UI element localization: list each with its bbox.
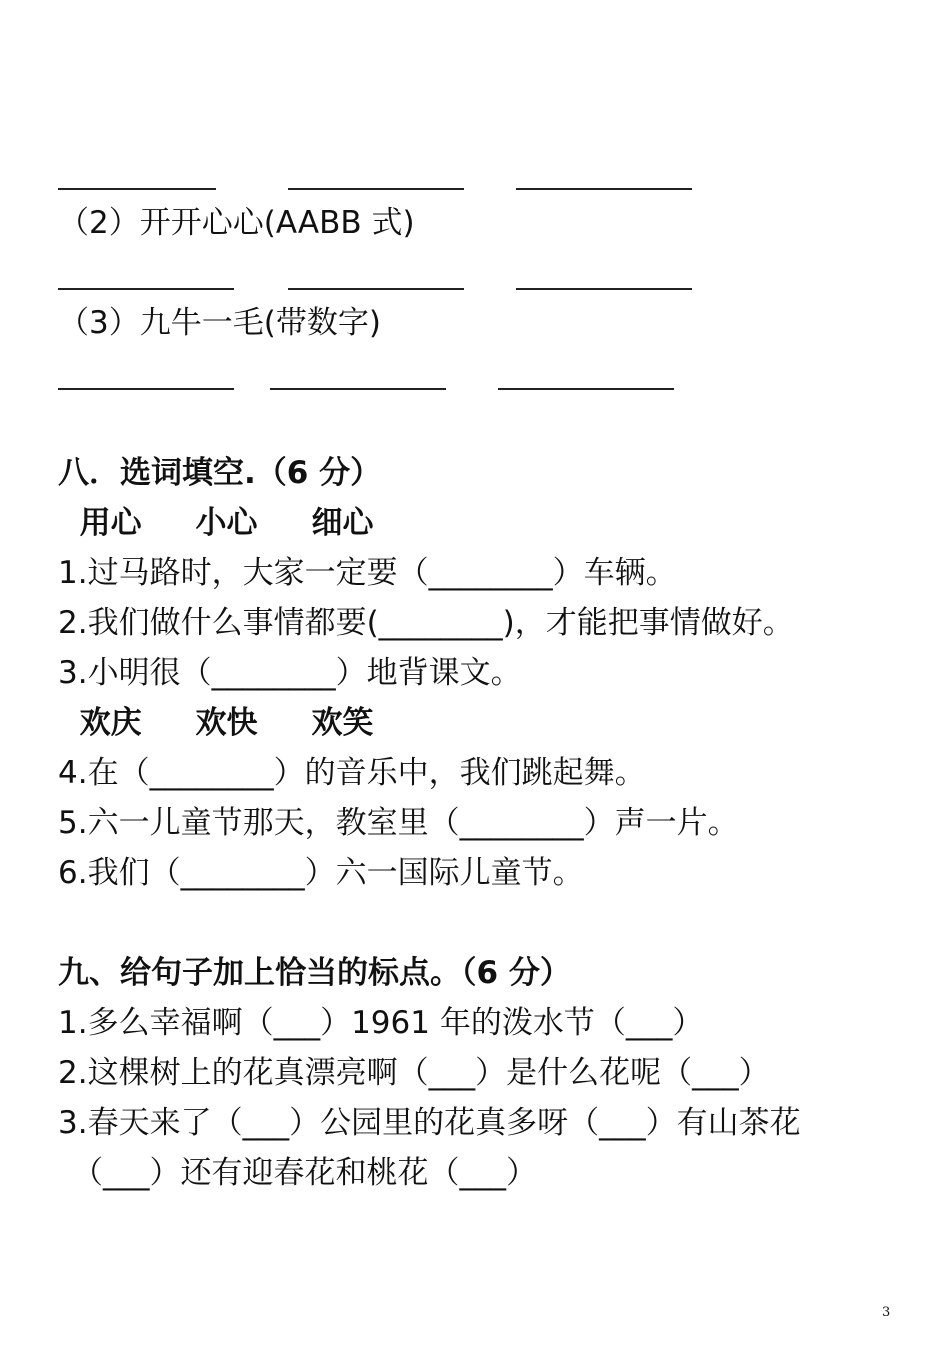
answer-blank[interactable] — [58, 288, 234, 290]
answer-blank[interactable] — [288, 188, 464, 190]
fill-question-4: 4.在（________）的音乐中，我们跳起舞。 — [58, 755, 646, 791]
fill-question-5: 5.六一儿童节那天，教室里（________）声一片。 — [58, 805, 739, 841]
answer-blank[interactable] — [516, 188, 692, 190]
answer-blank[interactable] — [516, 288, 692, 290]
section-9-title: 九、给句子加上恰当的标点。（6 分） — [58, 955, 571, 991]
question-item-3: （3）九牛一毛(带数字) — [58, 305, 381, 341]
punct-question-3-line-1: 3.春天来了（___）公园里的花真多呀（___）有山茶花 — [58, 1105, 801, 1141]
answer-blank[interactable] — [288, 288, 464, 290]
question-item-2: （2）开开心心(AABB 式) — [58, 205, 415, 241]
fill-question-3: 3.小明很（________）地背课文。 — [58, 655, 522, 691]
word-choices-1: 用心 小心 细心 — [58, 505, 374, 541]
answer-blank[interactable] — [270, 388, 446, 390]
punct-question-1: 1.多么幸福啊（___）1961 年的泼水节（___） — [58, 1005, 704, 1041]
fill-question-1: 1.过马路时，大家一定要（________）车辆。 — [58, 555, 677, 591]
answer-blank[interactable] — [58, 188, 216, 190]
page-number: 3 — [882, 1305, 891, 1320]
answer-blank[interactable] — [498, 388, 674, 390]
section-8-title: 八．选词填空.（6 分） — [58, 455, 382, 491]
punct-question-2: 2.这棵树上的花真漂亮啊（___）是什么花呢（___） — [58, 1055, 770, 1091]
punct-question-3-line-2: （___）还有迎春花和桃花（___） — [72, 1155, 537, 1191]
answer-blank[interactable] — [58, 388, 234, 390]
fill-question-2: 2.我们做什么事情都要(________)，才能把事情做好。 — [58, 605, 794, 641]
word-choices-2: 欢庆 欢快 欢笑 — [58, 705, 374, 741]
fill-question-6: 6.我们（________）六一国际儿童节。 — [58, 855, 584, 891]
